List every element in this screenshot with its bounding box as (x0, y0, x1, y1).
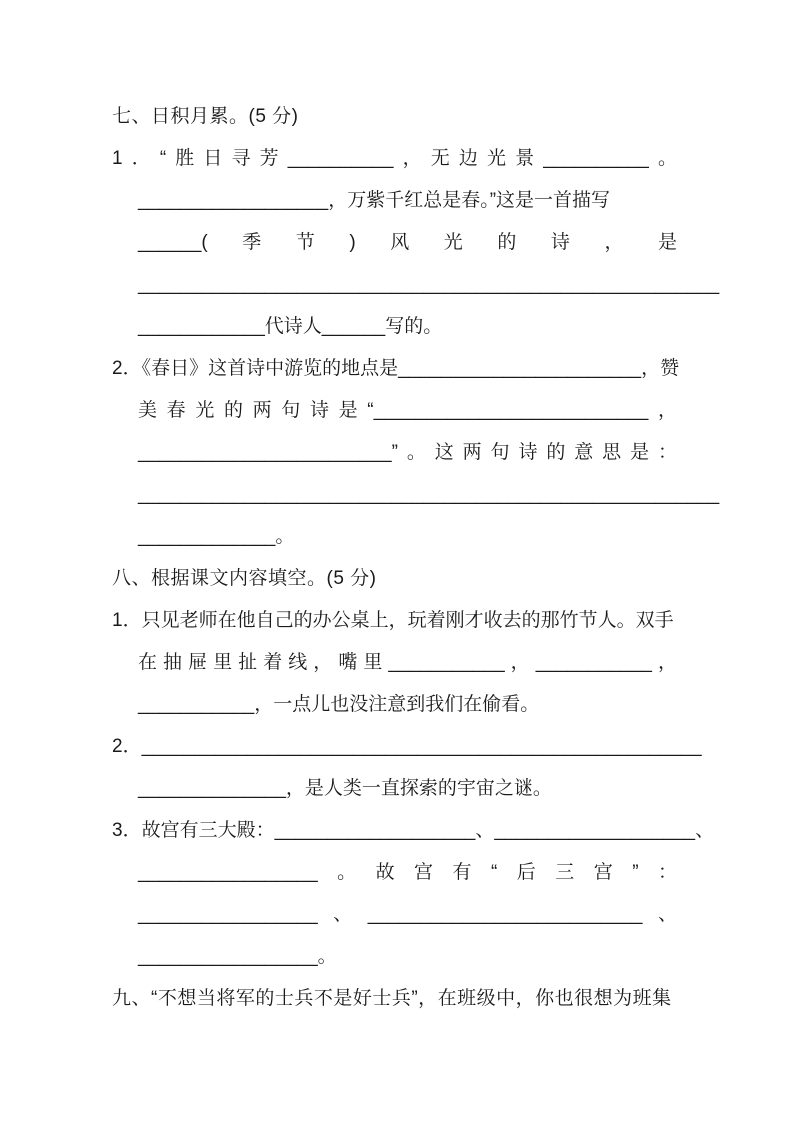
section-8-heading: 八、根据课文内容填空。(5 分) (112, 568, 377, 589)
s7-q1-line-3: ______(季节)风光的诗，是 (138, 232, 677, 253)
s7-q2-line-3: ________________________”。这两句诗的意思是： (138, 442, 677, 463)
s8-q1-line-3: ___________，一点儿也没注意到我们在偷看。 (138, 694, 540, 715)
s7-q1-line-1: 1．“胜日寻芳__________，无边光景__________。 (112, 148, 677, 169)
s7-q2-line-1: 2．《春日》这首诗中游览的地点是_______________________，赞 (112, 358, 680, 379)
s8-q1-line-2: 在抽屉里扯着线，嘴里___________，___________， (138, 652, 677, 673)
s8-q1-line-1: 1．只见老师在他自己的办公桌上，玩着刚才收去的那竹节人。双手 (112, 610, 674, 631)
s7-q2-line-5: _____________。 (138, 526, 295, 547)
s8-q3-line-2: _________________。故宫有“后三宫”： (138, 862, 677, 883)
s7-q1-answer-blank-line: _______________________________________________________ (138, 274, 720, 295)
section-7-heading: 七、日积月累。(5 分) (112, 106, 299, 127)
s8-q2-answer-blank-line: 2．_____________________________________________________ (112, 736, 702, 757)
s8-q3-line-4: _________________。 (138, 946, 337, 967)
s8-q3-line-1: 3．故宫有三大殿：___________________、___________________、 (112, 820, 715, 841)
section-9-heading: 九、“不想当将军的士兵不是好士兵”，在班级中，你也很想为班集 (112, 988, 672, 1009)
s8-q3-line-3: _________________、__________________________、 (138, 904, 677, 925)
s7-q1-line-5: ____________代诗人______写的。 (138, 316, 443, 337)
s7-q2-line-2: 美春光的两句诗是“__________________________， (138, 400, 677, 421)
s7-q2-answer-blank-line: _______________________________________________________ (138, 484, 720, 505)
s7-q1-line-2: __________________，万紫千红总是春。”这是一首描写 (138, 190, 611, 211)
s8-q2-line-2: ______________，是人类一直探索的宇宙之谜。 (138, 778, 552, 799)
